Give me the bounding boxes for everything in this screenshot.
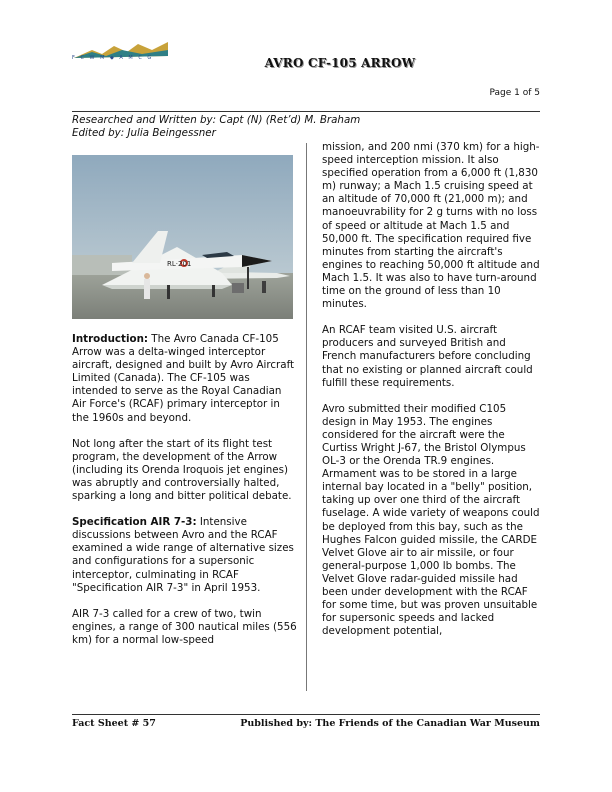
editor-line: Edited by: Julia Beingessner (72, 127, 216, 139)
paragraph: Not long after the start of its flight test program, the development of the Arrow (including its Orenda Iroquois jet engines) was abruptly and controversially halted, sparking a long and bitter political debate. (72, 437, 292, 503)
column-divider (306, 143, 307, 691)
intro-paragraph (72, 333, 298, 425)
paragraph: mission, and 200 nmi (370 km) for a high-speed interception mission. It also specified operation from a 6,000 ft (1,830 m) runway; a Mach 1.5 cruising speed at an altitude of 70,000 ft (21,000 m); and manoeuvrability for 2 g turns with no loss of speed or altitude at Mach 1.5 and 50,000 ft. The specification required five minutes from starting the aircraft's engines to reaching 50,000 ft altitude and Mach 1.5. It was also to have turn-around time on the ground of less than 10 minutes. (322, 141, 540, 311)
fact-sheet-number: Fact Sheet # 57 (72, 718, 156, 729)
paragraph: An RCAF team visited U.S. aircraft producers and surveyed British and French manufacturers before concluding that no existing or planned aircraft could fulfill these requirements. (322, 324, 533, 389)
paragraph: AIR 7-3 called for a crew of two, twin engines, a range of 300 nautical miles (556 km) for a normal low-speed (72, 607, 297, 646)
aircraft-photo-illustration (72, 155, 293, 319)
paragraph: Avro submitted their modified C105 design in May 1953. The engines considered for the aircraft were the Curtiss Wright J-67, the Bristol Olympus OL-3 or the Orenda TR.9 engines. Armament was to be stored in a large internal bay located in a "belly" position, taking up over one third of the aircraft fuselage. A wide variety of weapons could be deployed from this bay, such as the Hughes Falcon guided missile, the CARDE Velvet Glove air to air missile, or four general-purpose 1,000 lb bombs. The Velvet Glove radar-guided missile had been under development with the RCAF for some time, but was proven unsuitable for supersonic speeds and lacked development potential, (322, 402, 540, 638)
intro-text: The Avro Canada CF-105 Arrow was a delta-winged interceptor aircraft, designed and built by Avro Aircraft Limited (Canada). The CF-105 was intended to serve as the Royal Canadian Air Force's (RCAF) primary interceptor in the 1960s and beyond. (72, 333, 295, 424)
aircraft-marking: RL·201 (167, 260, 192, 268)
document-title: AVRO CF-105 ARROW (264, 56, 416, 70)
publisher: Published by: The Friends of the Canadian War Museum (240, 718, 540, 729)
left-column (72, 333, 298, 660)
spec-text: Intensive discussions between Avro and the RCAF examined a wide range of alternative sizes and configurations for a supersonic interceptor, culminating in RCAF "Specification AIR 7-3" in April 1953. (72, 516, 294, 594)
author-line: Researched and Written by: Capt (N) (Ret’d) M. Braham (72, 114, 361, 126)
intro-heading: Introduction: (72, 333, 149, 345)
spec-heading: Specification AIR 7-3: (72, 516, 197, 529)
avro-arrow-photo (72, 155, 293, 319)
page-number: Page 1 of 5 (489, 88, 540, 98)
byline (72, 114, 360, 140)
spec-paragraph (72, 516, 298, 595)
footer-rule (72, 714, 540, 715)
right-column (322, 141, 542, 651)
logo-lettering: F C W M ◆ A M C G (72, 55, 154, 61)
header-rule (72, 111, 540, 112)
